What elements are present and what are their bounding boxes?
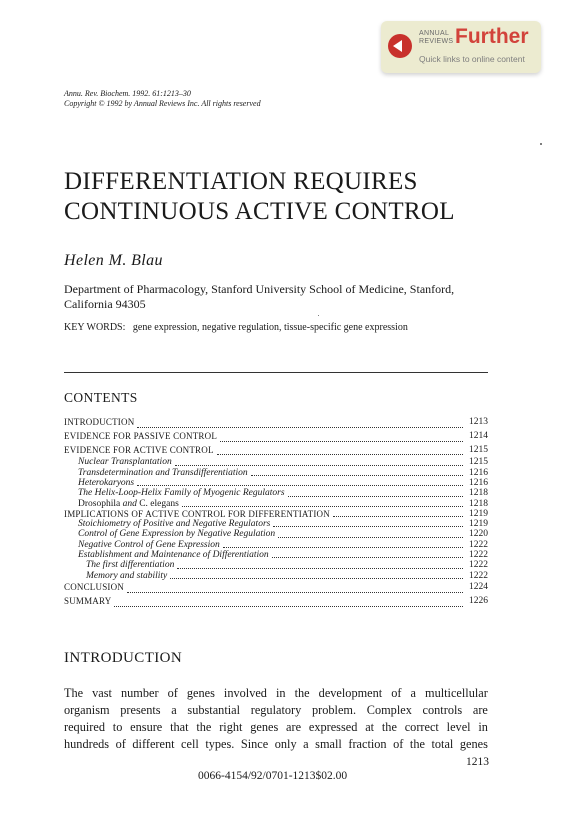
banner-line-reviews: REVIEWS	[419, 38, 454, 45]
word: substantial	[187, 703, 241, 717]
banner-line-annual: ANNUAL	[419, 30, 450, 37]
word: multicellular	[425, 686, 488, 700]
word: a	[303, 737, 309, 751]
toc-entry-label: Heterokaryons	[78, 477, 135, 488]
word: hundreds	[64, 737, 110, 751]
word: number	[121, 686, 159, 700]
word: different	[132, 737, 175, 751]
toc-entry-label	[64, 499, 179, 509]
toc-entry-label: Negative Control of Gene Expression	[78, 539, 220, 550]
toc-leader	[273, 526, 463, 527]
paragraph-line	[64, 702, 488, 719]
journal-copyright: Copyright © 1992 by Annual Reviews Inc. All rights reserved	[64, 99, 261, 108]
toc-entry[interactable]	[64, 595, 488, 609]
word: the	[381, 720, 397, 734]
toc-entry[interactable]	[64, 416, 488, 430]
keywords-terms: gene expression, negative regulation, tissue-specific gene expression	[132, 322, 408, 333]
word: controls	[422, 703, 463, 717]
affiliation-line: California 94305	[64, 297, 146, 311]
banner-subtitle: Quick links to online content	[419, 54, 525, 64]
introduction-heading: INTRODUCTION	[64, 650, 183, 666]
paragraph-line	[64, 685, 488, 702]
introduction-paragraph	[64, 685, 488, 753]
toc-entry-page: 1216	[469, 477, 488, 488]
toc-entry[interactable]	[64, 550, 488, 560]
banner-publisher-label	[419, 30, 454, 46]
toc-entry-label: Stoichiometry of Positive and Negative Regulators	[78, 519, 271, 530]
toc-entry-page: 1222	[469, 550, 488, 561]
toc-entry[interactable]	[64, 499, 488, 509]
word: types.	[205, 737, 235, 751]
word: level	[446, 720, 471, 734]
keywords	[64, 322, 408, 333]
annual-reviews-further-banner[interactable]	[381, 21, 541, 73]
toc-entry-label: Transdetermination and Transdifferentiation	[78, 467, 248, 478]
word: in	[478, 720, 488, 734]
word: correct	[404, 720, 439, 734]
word: Complex	[366, 703, 412, 717]
toc-entry-page: 1215	[469, 444, 488, 455]
word: the	[196, 720, 212, 734]
toc-leader	[114, 606, 463, 607]
paragraph-line	[64, 736, 488, 753]
toc-label-part: and	[120, 498, 140, 509]
word: regulatory	[250, 703, 302, 717]
word: small	[315, 737, 342, 751]
page-number: 1213	[466, 756, 489, 768]
contents-heading: CONTENTS	[64, 390, 138, 405]
toc-entry-page: 1222	[469, 560, 488, 571]
toc-entry-label: EVIDENCE FOR ACTIVE CONTROL	[64, 444, 214, 455]
toc-leader	[251, 475, 463, 476]
toc-leader	[220, 441, 463, 442]
article-title	[64, 167, 455, 227]
toc-leader	[175, 465, 463, 466]
toc-entry[interactable]	[64, 468, 488, 478]
scan-speck	[318, 315, 319, 316]
word: organism	[64, 703, 110, 717]
journal-header	[64, 89, 261, 109]
word: genes	[186, 686, 215, 700]
toc-entry[interactable]	[64, 571, 488, 581]
toc-leader	[217, 454, 463, 455]
word: ensure	[130, 720, 163, 734]
toc-entry-label: Establishment and Maintenance of Differentiation	[78, 550, 269, 561]
word: Since	[240, 737, 269, 751]
word: genes	[250, 720, 279, 734]
toc-entry-page: 1216	[469, 467, 488, 478]
author-name: Helen M. Blau	[64, 252, 163, 269]
journal-citation: Annu. Rev. Biochem. 1992. 61:1213–30	[64, 89, 191, 98]
section-divider	[64, 372, 488, 373]
toc-entry[interactable]	[64, 478, 488, 488]
toc-entry-page: 1219	[469, 508, 488, 519]
toc-leader	[333, 516, 463, 517]
word: that	[170, 720, 189, 734]
footer-price-code: 0066-4154/92/0701-1213$02.00	[198, 770, 348, 782]
word: of	[167, 686, 178, 700]
word: cell	[181, 737, 199, 751]
toc-entry[interactable]	[64, 509, 488, 519]
article-title-line: DIFFERENTIATION REQUIRES	[64, 168, 418, 195]
toc-leader	[288, 496, 463, 497]
toc-leader	[278, 537, 463, 538]
toc-leader	[182, 506, 463, 507]
toc-entry-page: 1222	[469, 570, 488, 581]
toc-leader	[272, 557, 463, 558]
toc-entry-label: CONCLUSION	[64, 581, 125, 592]
word: to	[112, 720, 123, 734]
toc-entry[interactable]	[64, 560, 488, 570]
table-of-contents	[64, 416, 488, 609]
toc-entry-label: SUMMARY	[64, 595, 112, 606]
word: a	[171, 703, 177, 717]
toc-entry-label: The first differentiation	[86, 560, 175, 571]
toc-entry-page: 1213	[469, 417, 488, 427]
toc-entry-page: 1219	[469, 519, 488, 530]
toc-entry-label: Nuclear Transplantation	[78, 457, 172, 468]
word: a	[410, 686, 416, 700]
word: development	[318, 686, 383, 700]
word: at	[365, 720, 375, 734]
toc-entry-page: 1220	[469, 529, 488, 540]
toc-entry[interactable]	[64, 529, 488, 539]
scan-speck	[540, 143, 542, 145]
toc-entry-page: 1218	[469, 498, 488, 509]
article-title-line: CONTINUOUS ACTIVE CONTROL	[64, 198, 455, 225]
toc-label-part: Drosophila	[78, 498, 121, 509]
word: of	[391, 686, 402, 700]
word: are	[472, 703, 488, 717]
word: presents	[120, 703, 161, 717]
word: of	[393, 737, 404, 751]
toc-label-part: C. elegans	[139, 498, 179, 509]
word: are	[286, 720, 302, 734]
toc-leader	[177, 568, 463, 569]
banner-further-label: Further	[455, 25, 529, 48]
paragraph-line	[64, 719, 488, 736]
toc-entry-label: Control of Gene Expression by Negative Regulation	[78, 529, 276, 540]
word: fraction	[348, 737, 387, 751]
toc-entry-label: Memory and stability	[86, 570, 168, 581]
word: only	[274, 737, 297, 751]
toc-entry[interactable]	[64, 430, 488, 444]
word: vast	[92, 686, 112, 700]
word: problem.	[311, 703, 357, 717]
word: of	[115, 737, 126, 751]
toc-entry-page: 1215	[469, 457, 488, 468]
word: the	[409, 737, 425, 751]
toc-entry[interactable]	[64, 519, 488, 529]
word: total	[431, 737, 454, 751]
toc-entry[interactable]	[64, 488, 488, 498]
toc-leader	[170, 578, 463, 579]
toc-entry[interactable]	[64, 581, 488, 595]
toc-entry-page: 1218	[469, 488, 488, 499]
toc-entry-page: 1224	[469, 581, 488, 592]
toc-entry-label: The Helix-Loop-Helix Family of Myogenic Regulators	[78, 488, 285, 499]
toc-leader	[137, 427, 463, 428]
toc-entry[interactable]	[64, 457, 488, 467]
toc-entry[interactable]	[64, 540, 488, 550]
toc-leader	[137, 485, 463, 486]
back-arrow-icon	[388, 34, 412, 58]
affiliation-line: Department of Pharmacology, Stanford University School of Medicine, Stanford,	[64, 282, 455, 296]
toc-entry-page: 1222	[469, 539, 488, 550]
toc-entry-label: IMPLICATIONS OF ACTIVE CONTROL FOR DIFFERENTIATION	[64, 508, 330, 519]
toc-entry-label: EVIDENCE FOR PASSIVE CONTROL	[64, 430, 218, 441]
word: the	[294, 686, 310, 700]
word: genes	[459, 737, 488, 751]
toc-leader	[223, 547, 463, 548]
author-affiliation	[64, 282, 494, 312]
toc-leader	[127, 592, 463, 593]
toc-entry-page: 1226	[469, 595, 488, 606]
word: The	[64, 686, 84, 700]
toc-entry-page: 1214	[469, 430, 488, 441]
keywords-label: KEY WORDS:	[64, 322, 126, 333]
toc-entry-label: INTRODUCTION	[64, 417, 135, 427]
word: in	[276, 686, 286, 700]
word: required	[64, 720, 105, 734]
word: involved	[223, 686, 267, 700]
word: right	[219, 720, 243, 734]
word: expressed	[308, 720, 358, 734]
toc-entry[interactable]	[64, 444, 488, 458]
